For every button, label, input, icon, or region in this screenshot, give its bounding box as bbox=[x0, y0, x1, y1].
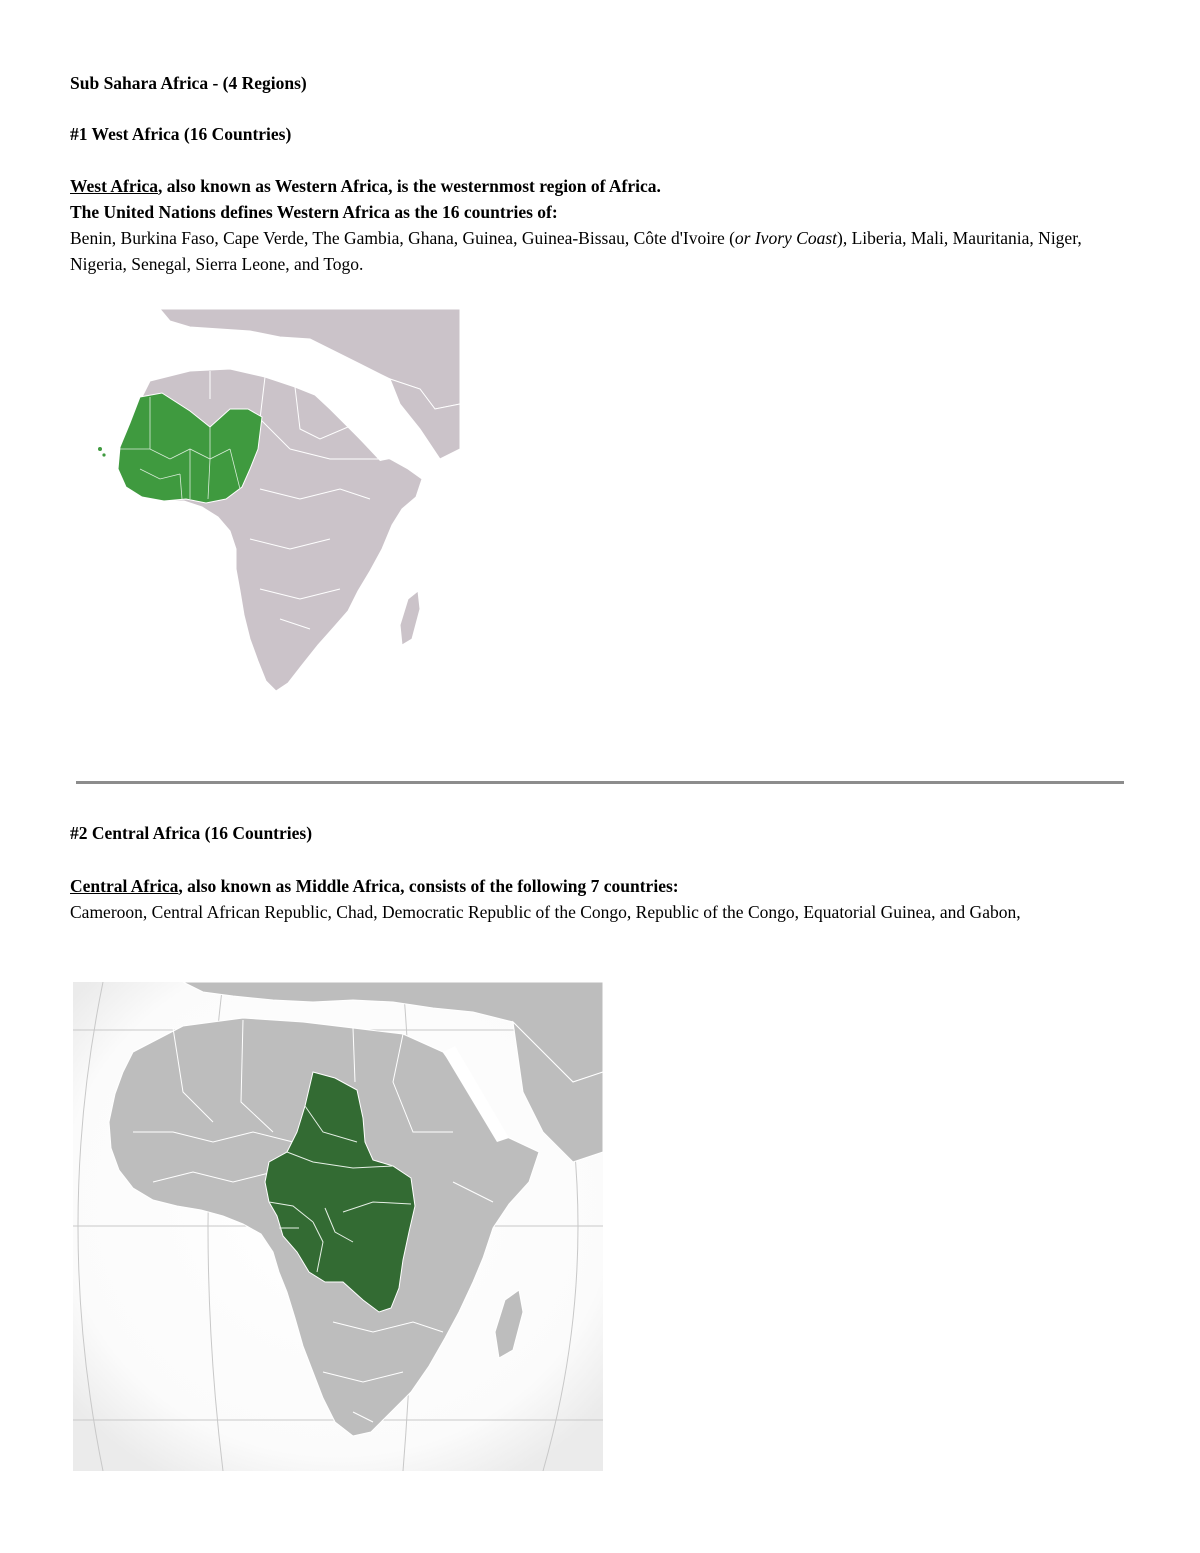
section-divider bbox=[76, 781, 1124, 784]
central-africa-countries: Cameroon, Central African Republic, Chad, Democratic Republic of the Congo, Republic of the Congo, Equatorial Guinea, and Gabon, bbox=[70, 902, 1021, 922]
document-title: Sub Sahara Africa - (4 Regions) bbox=[70, 73, 307, 93]
west-africa-countries-part2: ), Liberia, Mali, Mauritania, Niger, Nigeria, Senegal, Sierra Leone, and Togo. bbox=[70, 228, 1082, 274]
central-africa-intro-text: , also known as Middle Africa, consists of the following 7 countries: bbox=[178, 876, 679, 896]
west-africa-map bbox=[90, 309, 460, 695]
ivory-coast-alias: or Ivory Coast bbox=[734, 228, 837, 248]
central-africa-map bbox=[73, 982, 603, 1471]
section-heading-central-africa: #2 Central Africa (16 Countries) bbox=[70, 823, 313, 843]
west-africa-un-definition: The United Nations defines Western Africa as the 16 countries of: bbox=[70, 202, 558, 222]
west-africa-countries-part1: Benin, Burkina Faso, Cape Verde, The Gambia, Ghana, Guinea, Guinea-Bissau, Côte d'Ivoire ( bbox=[70, 228, 735, 248]
central-africa-intro bbox=[70, 873, 679, 899]
west-africa-intro-text: , also known as Western Africa, is the westernmost region of Africa. bbox=[157, 176, 661, 196]
west-africa-countries bbox=[70, 225, 1110, 277]
west-africa-intro bbox=[70, 173, 661, 199]
section-heading-west-africa: #1 West Africa (16 Countries) bbox=[70, 124, 292, 144]
west-africa-link[interactable]: West Africa bbox=[70, 176, 158, 196]
central-africa-map-image bbox=[73, 982, 603, 1471]
central-africa-link[interactable]: Central Africa bbox=[70, 876, 179, 896]
west-africa-map-image bbox=[90, 309, 460, 695]
